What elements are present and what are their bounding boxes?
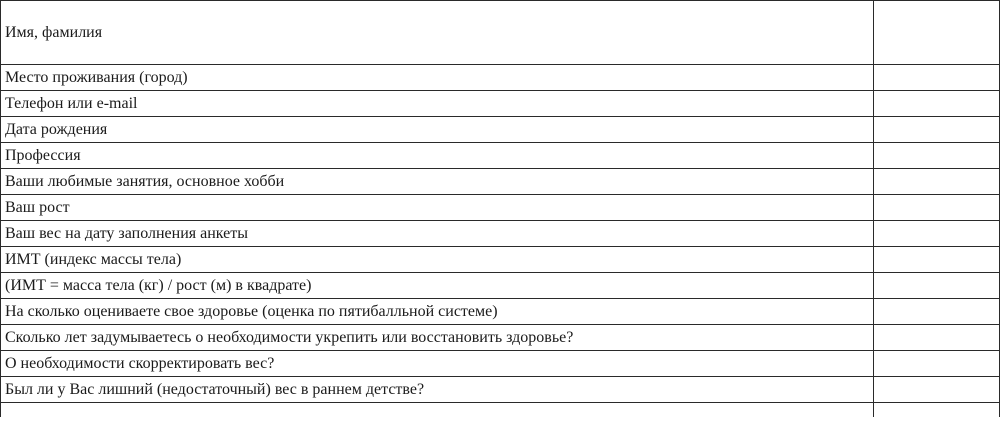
table-row — [1, 143, 1000, 169]
table-row — [1, 351, 1000, 377]
field-label: Ваш вес на дату заполнения анкеты — [1, 221, 874, 247]
field-label: Профессия — [1, 143, 874, 169]
answer-cell[interactable] — [873, 403, 999, 418]
answer-cell[interactable] — [873, 65, 999, 91]
answer-cell[interactable] — [873, 91, 999, 117]
field-label: Имя, фамилия — [1, 1, 874, 65]
table-row — [1, 169, 1000, 195]
answer-cell[interactable] — [873, 195, 999, 221]
table-row — [1, 247, 1000, 273]
table-row — [1, 377, 1000, 403]
answer-cell[interactable] — [873, 169, 999, 195]
table-row — [1, 65, 1000, 91]
answer-cell[interactable] — [873, 351, 999, 377]
field-label: Сколько лет задумываетесь о необходимости укрепить или восстановить здоровье? — [1, 325, 874, 351]
table-row — [1, 273, 1000, 299]
table-row — [1, 325, 1000, 351]
field-label: Телефон или e-mail — [1, 91, 874, 117]
field-label: Дата рождения — [1, 117, 874, 143]
answer-cell[interactable] — [873, 377, 999, 403]
field-label: (ИМТ = масса тела (кг) / рост (м) в квадрате) — [1, 273, 874, 299]
table-row — [1, 1, 1000, 65]
table-row — [1, 91, 1000, 117]
field-label: На сколько оцениваете свое здоровье (оценка по пятибалльной системе) — [1, 299, 874, 325]
table-row-continuation — [1, 403, 1000, 418]
table-row — [1, 299, 1000, 325]
answer-cell[interactable] — [873, 221, 999, 247]
table-row — [1, 117, 1000, 143]
answer-cell[interactable] — [873, 117, 999, 143]
answer-cell[interactable] — [873, 247, 999, 273]
field-label: ИМТ (индекс массы тела) — [1, 247, 874, 273]
table-row — [1, 221, 1000, 247]
field-label: О необходимости скорректировать вес? — [1, 351, 874, 377]
answer-cell[interactable] — [873, 1, 999, 65]
table-row — [1, 195, 1000, 221]
answer-cell[interactable] — [873, 299, 999, 325]
answer-cell[interactable] — [873, 273, 999, 299]
answer-cell[interactable] — [873, 143, 999, 169]
answer-cell[interactable] — [873, 325, 999, 351]
field-label: Ваш рост — [1, 195, 874, 221]
field-label — [1, 403, 874, 418]
field-label: Был ли у Вас лишний (недостаточный) вес в раннем детстве? — [1, 377, 874, 403]
field-label: Ваши любимые занятия, основное хобби — [1, 169, 874, 195]
field-label: Место проживания (город) — [1, 65, 874, 91]
